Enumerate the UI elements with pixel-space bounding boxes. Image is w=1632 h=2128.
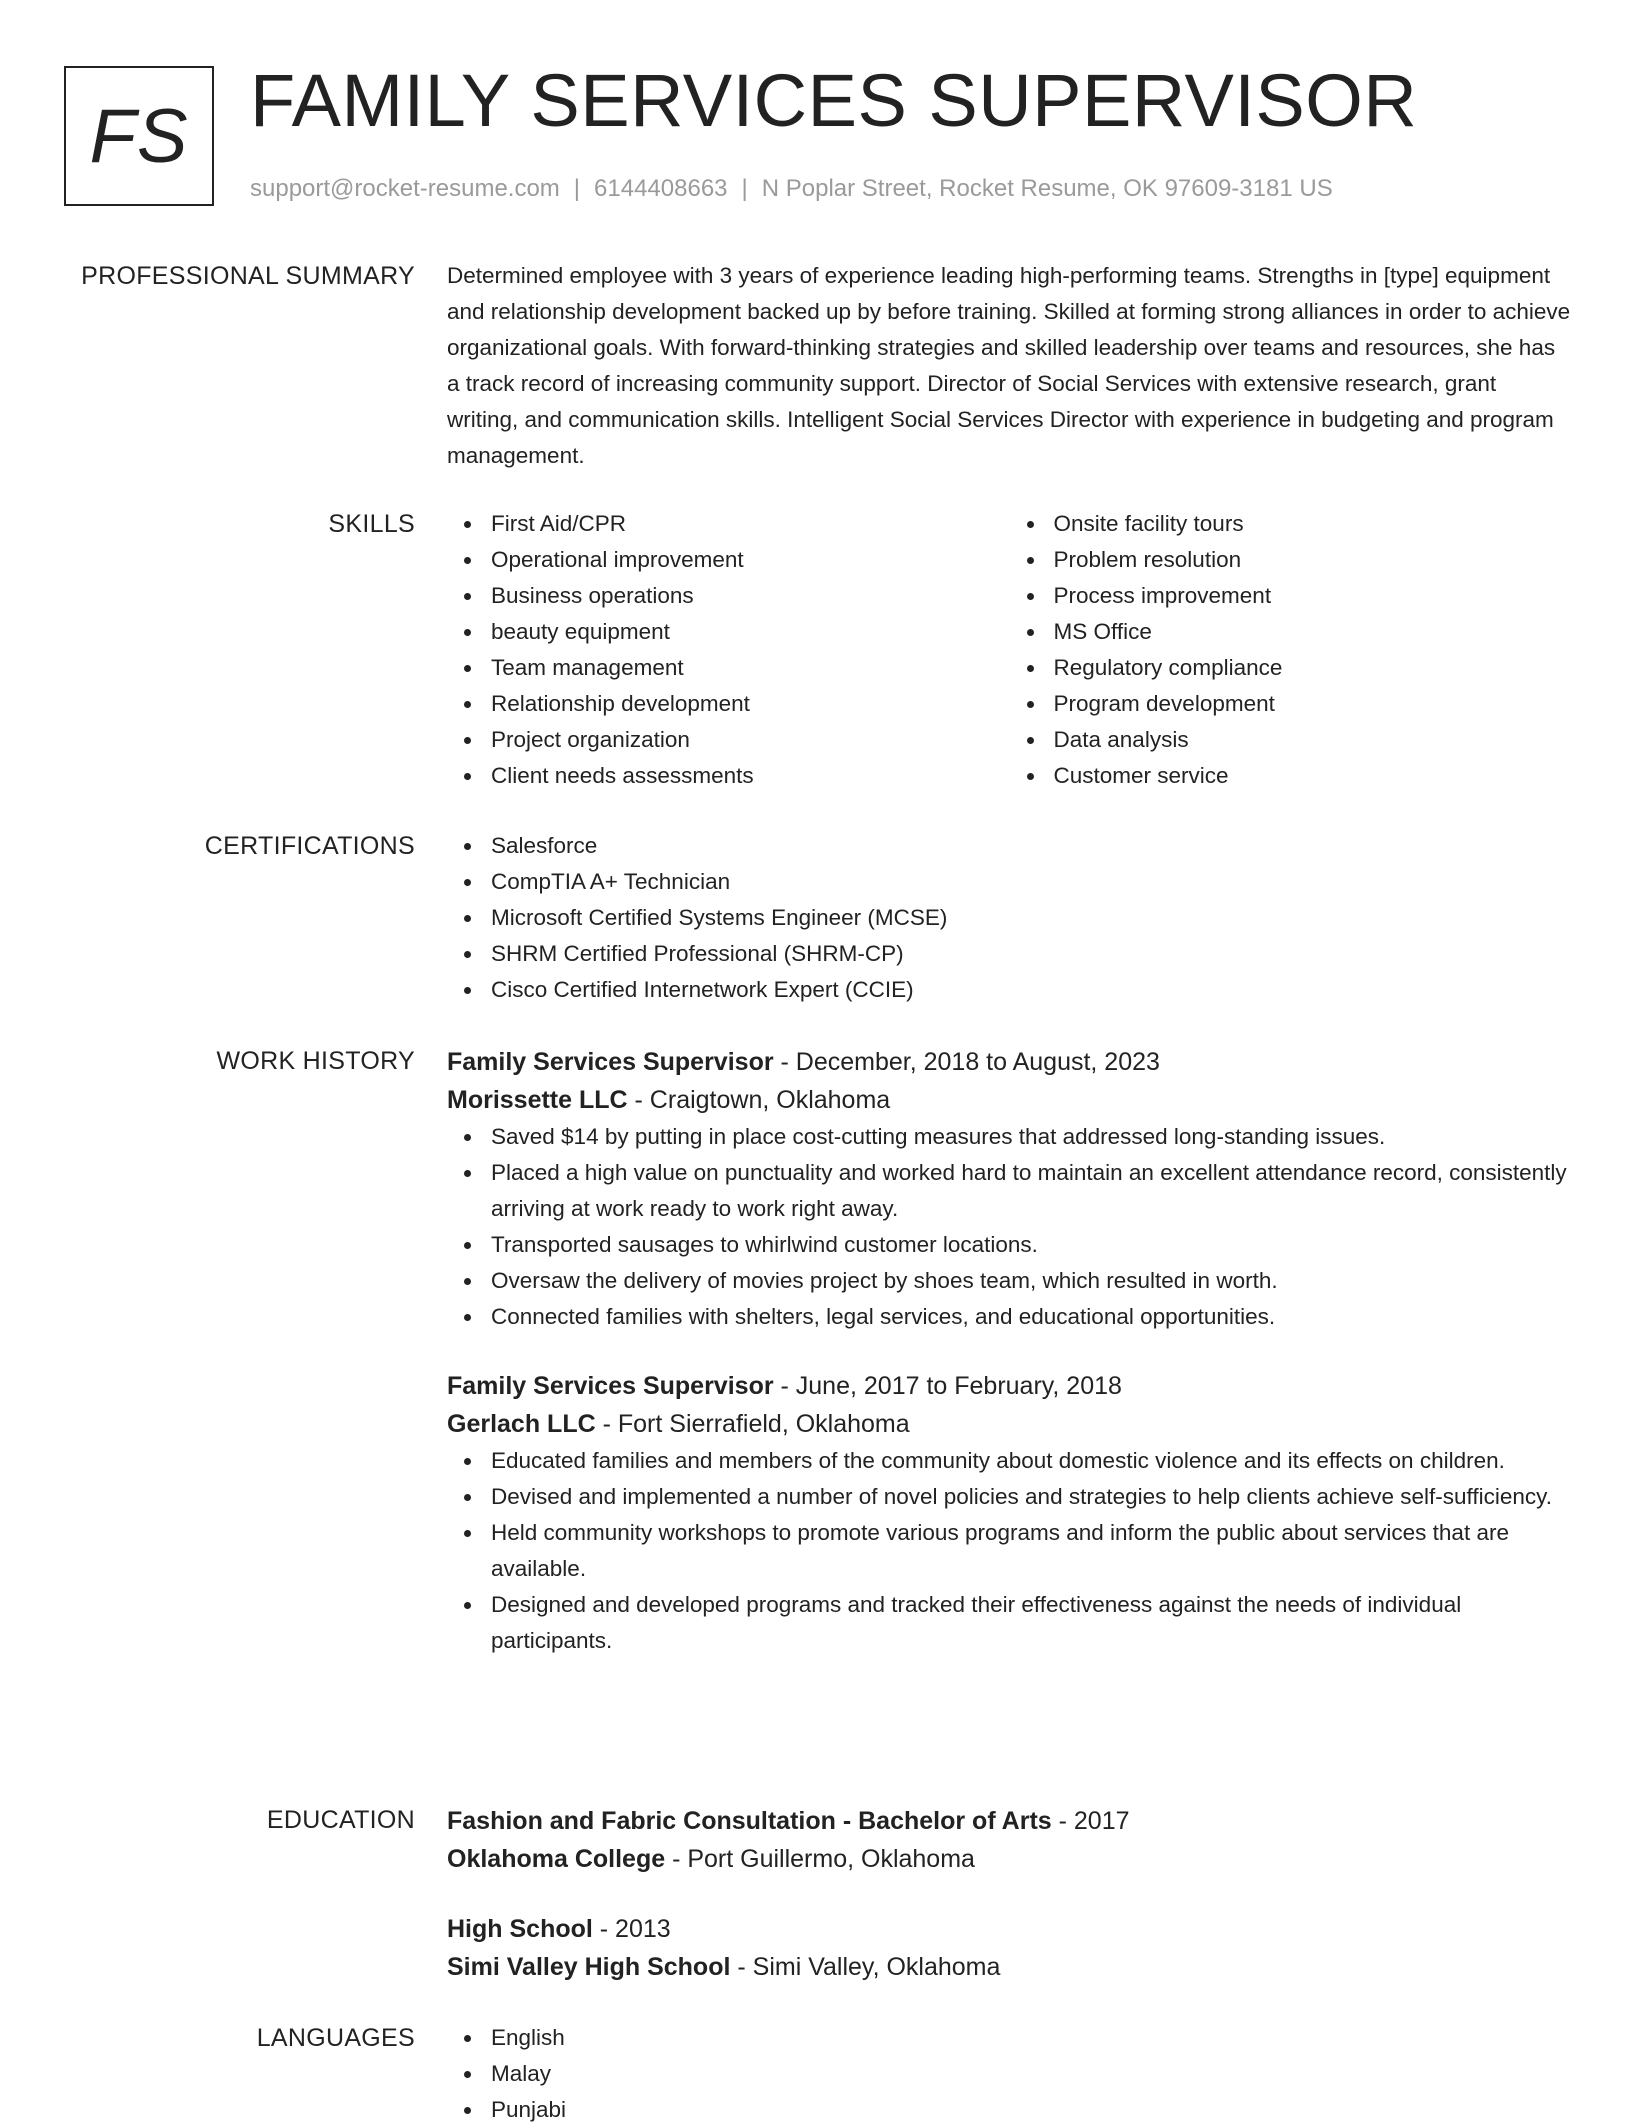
contact-phone: 6144408663: [594, 175, 728, 202]
job-company: Gerlach LLC: [447, 1410, 596, 1438]
education-degree: High School: [447, 1915, 593, 1943]
education-year: - 2017: [1051, 1807, 1130, 1835]
education-school-line: [447, 1948, 1572, 1986]
job-entry: [447, 1367, 1572, 1659]
contact-separator: |: [573, 175, 581, 202]
certification-item: CompTIA A+ Technician: [491, 864, 1572, 900]
skill-item: Project organization: [491, 722, 1010, 758]
skill-item: First Aid/CPR: [491, 506, 1010, 542]
skill-item: Program development: [1054, 686, 1573, 722]
skill-item: Data analysis: [1054, 722, 1573, 758]
job-dates: - December, 2018 to August, 2023: [773, 1048, 1160, 1076]
job-duties-list: [447, 1119, 1572, 1335]
education-location: - Port Guillermo, Oklahoma: [665, 1845, 975, 1873]
job-dates: - June, 2017 to February, 2018: [773, 1372, 1122, 1400]
education-degree-line: [447, 1910, 1572, 1948]
certifications-body: [447, 828, 1572, 1008]
skill-item: MS Office: [1054, 614, 1573, 650]
education-entry: [447, 1802, 1572, 1878]
education-degree-line: [447, 1802, 1572, 1840]
skill-item: Process improvement: [1054, 578, 1573, 614]
monogram-badge: FS: [64, 66, 214, 206]
certification-item: SHRM Certified Professional (SHRM-CP): [491, 936, 1572, 972]
education-year: - 2013: [592, 1915, 671, 1943]
job-title-line: [447, 1043, 1572, 1081]
summary-heading: PROFESSIONAL SUMMARY: [81, 262, 415, 290]
work-history-body: [447, 1043, 1572, 1659]
skill-item: Problem resolution: [1054, 542, 1573, 578]
skill-item: Customer service: [1054, 758, 1573, 794]
skill-item: Onsite facility tours: [1054, 506, 1573, 542]
job-duty: Transported sausages to whirlwind customer locations.: [491, 1227, 1572, 1263]
summary-text: Determined employee with 3 years of experience leading high-performing teams. Strengths in [type] equipment and relationship development backed up by before training. Skilled at forming strong alliances in order to achieve organizational goals. With forward-thinking strategies and skilled leadership over teams and resources, she has a track record of increasing community support. Director of Social Services with extensive research, grant writing, and communication skills. Intelligent Social Services Director with experience in budgeting and program management.: [447, 263, 1571, 468]
contact-email: support@rocket-resume.com: [250, 175, 560, 202]
languages-heading: LANGUAGES: [256, 2024, 415, 2052]
job-duty: Held community workshops to promote various programs and inform the public about services that are available.: [491, 1515, 1572, 1587]
job-role: Family Services Supervisor: [447, 1372, 774, 1400]
job-role: Family Services Supervisor: [447, 1048, 774, 1076]
language-item: English: [491, 2020, 1572, 2056]
job-duties-list: [447, 1443, 1572, 1659]
contact-address: N Poplar Street, Rocket Resume, OK 97609-3181 US: [761, 175, 1333, 202]
contact-line: [250, 174, 1333, 204]
job-entry: [447, 1043, 1572, 1335]
job-company-line: [447, 1405, 1572, 1443]
education-school-line: [447, 1840, 1572, 1878]
skill-item: Client needs assessments: [491, 758, 1010, 794]
job-duty: Placed a high value on punctuality and worked hard to maintain an excellent attendance record, consistently arriving at work ready to work right away.: [491, 1155, 1572, 1227]
certifications-list: [447, 828, 1572, 1008]
education-school: Oklahoma College: [447, 1845, 666, 1873]
education-body: [447, 1802, 1572, 1986]
skills-body: [447, 506, 1572, 794]
work-history-heading: WORK HISTORY: [216, 1047, 415, 1075]
job-duty: Devised and implemented a number of novel policies and strategies to help clients achieve self-sufficiency.: [491, 1479, 1572, 1515]
job-location: - Fort Sierrafield, Oklahoma: [595, 1410, 910, 1438]
summary-body: [447, 258, 1572, 474]
job-duty: Designed and developed programs and tracked their effectiveness against the needs of individual participants.: [491, 1587, 1572, 1659]
job-duty: Educated families and members of the community about domestic violence and its effects on children.: [491, 1443, 1572, 1479]
certifications-heading: CERTIFICATIONS: [204, 832, 415, 860]
language-item: Punjabi: [491, 2092, 1572, 2128]
education-entry: [447, 1910, 1572, 1986]
contact-separator: |: [741, 175, 748, 202]
education-heading: EDUCATION: [266, 1806, 415, 1834]
skill-item: Relationship development: [491, 686, 1010, 722]
resume-name-title: FAMILY SERVICES SUPERVISOR: [250, 59, 1418, 142]
education-degree: Fashion and Fabric Consultation - Bachelor of Arts: [447, 1807, 1052, 1835]
job-company-line: [447, 1081, 1572, 1119]
skill-item: beauty equipment: [491, 614, 1010, 650]
language-item: Malay: [491, 2056, 1572, 2092]
certification-item: Microsoft Certified Systems Engineer (MCSE): [491, 900, 1572, 936]
job-company: Morissette LLC: [447, 1086, 628, 1114]
skill-item: Operational improvement: [491, 542, 1010, 578]
skills-list-left: [447, 506, 1010, 794]
job-duty: Connected families with shelters, legal services, and educational opportunities.: [491, 1299, 1572, 1335]
certification-item: Salesforce: [491, 828, 1572, 864]
skills-list-right: [1010, 506, 1573, 794]
skill-item: Business operations: [491, 578, 1010, 614]
job-duty: Saved $14 by putting in place cost-cutting measures that addressed long-standing issues.: [491, 1119, 1572, 1155]
education-school: Simi Valley High School: [447, 1953, 731, 1981]
skill-item: Team management: [491, 650, 1010, 686]
skills-heading: SKILLS: [328, 510, 415, 538]
job-location: - Craigtown, Oklahoma: [627, 1086, 891, 1114]
job-title-line: [447, 1367, 1572, 1405]
skill-item: Regulatory compliance: [1054, 650, 1573, 686]
education-location: - Simi Valley, Oklahoma: [730, 1953, 1001, 1981]
certification-item: Cisco Certified Internetwork Expert (CCIE): [491, 972, 1572, 1008]
job-duty: Oversaw the delivery of movies project by shoes team, which resulted in worth.: [491, 1263, 1572, 1299]
